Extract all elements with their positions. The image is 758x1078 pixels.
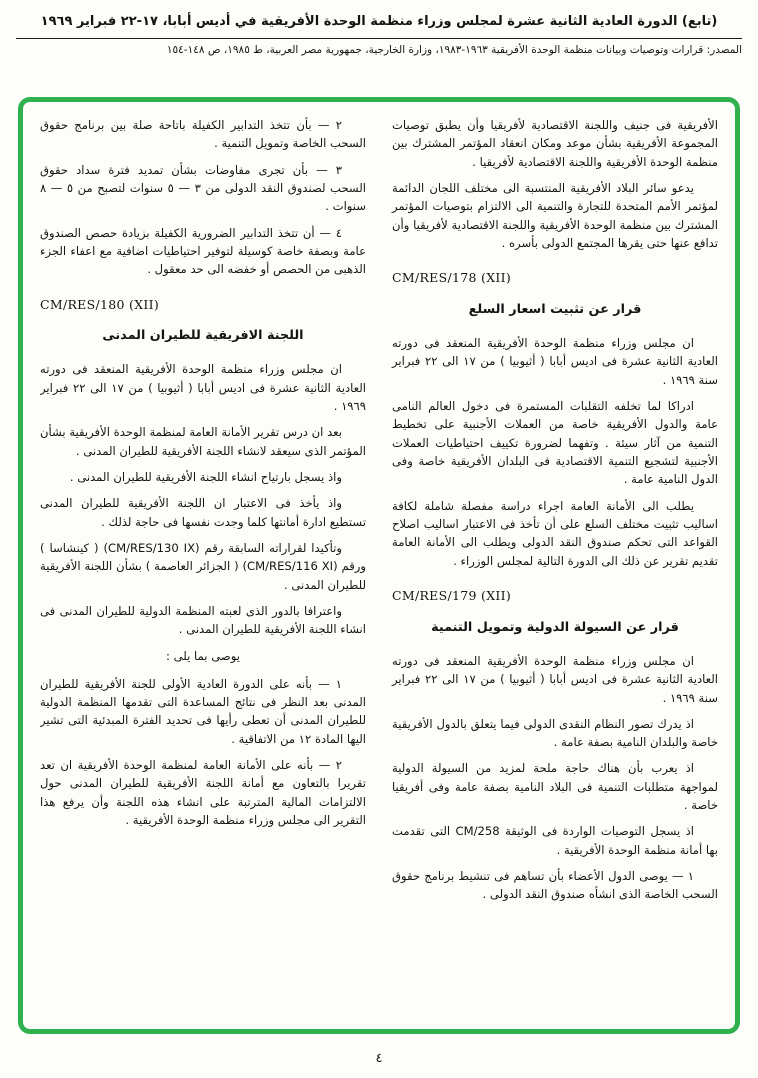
paragraph: ان مجلس وزراء منظمة الوحدة الأفريقية المنعقد فى دورته العادية الثانية عشرة فى اديس أبابا ( أثيوبيا ) من ١٧ الى ٢٢ فبراير سنة ١٩٦٩ . xyxy=(392,653,718,705)
paragraph: واعترافا بالدور الذى لعبته المنظمة الدولية للطيران المدنى فى انشاء اللجنة الأفريقية للطيران المدنى . xyxy=(40,603,366,637)
paragraph: واذ يسجل بارتياح انشاء اللجنة الأفريقية للطيران المدنى . xyxy=(69,470,342,485)
resolution-title: اللجنة الافريقية للطيران المدنى xyxy=(102,328,304,344)
paragraph: ١ — يوصى الدول الأعضاء بأن تساهم فى تنشيط برنامج حقوق السحب الخاصة الذى انشأه صندوق النقد الدولى . xyxy=(392,869,718,902)
paragraph: ان مجلس وزراء منظمة الوحدة الأفريقية المنعقد فى دورته العادية الثانية عشرة فى اديس أبابا ( أثيوبيا ) من ١٧ الى ٢٢ فبراير ١٩٦٩ . xyxy=(40,362,366,414)
resolution-code: CM/RES/179 (XII) xyxy=(392,587,512,603)
paragraph: واذ يأخذ فى الاعتبار ان اللجنة الأفريقية للطيران المدنى تستطيع ادارة أمانتها كلما وجدت نفسها فى حاجة لذلك . xyxy=(40,496,366,529)
paragraph: يطلب الى الأمانة العامة اجراء دراسة مفصلة شاملة لكافة اساليب تثبيت مختلف السلع على أن تأخذ فى الاعتبار اساليب اصلاح القواعد التى تحكم صندوق النقد الدولى ويطلب الى الأمانة العامة تقديم تقرير عن ذلك الى الدورة التالية لمجلس الوزراء . xyxy=(392,498,718,568)
paragraph: ١ — بأنه على الدورة العادية الأولى للجنة الأفريقية للطيران المدنى بعد النظر فى نتائج المساعدة التى تقدمها المنظمة الدولية للطيران المدنى أن تعطى رأيها فى تحديد الفترة المبدئية التى تشير اليها المادة ١٢ من الاتفاقية . xyxy=(40,676,366,746)
subheading: يوصى بما يلى : xyxy=(166,648,240,663)
column-left xyxy=(40,116,366,1015)
column-right xyxy=(392,116,718,1015)
page-header xyxy=(0,0,758,56)
paragraph: الأفريقية فى جنيف واللجنة الاقتصادية لأفريقيا وأن يطبق توصيات المجموعة الأفريقية بشأن موعد ومكان انعقاد المؤتمر المشترك بين منظمة الوحدة الأفريقية واللجنة الاقتصادية لأفريقيا . xyxy=(392,118,718,169)
paragraph: ان مجلس وزراء منظمة الوحدة الأفريقية المنعقد فى دورته العادية الثانية عشرة فى اديس أبابا ( أثيوبيا ) من ١٧ الى ٢٢ فبراير سنة ١٩٦٩ . xyxy=(392,336,718,387)
paragraph: ٢ — بأن تتخذ التدابير الكفيلة باتاحة صلة بين برنامج حقوق السحب الخاصة وتمويل التنمية . xyxy=(40,118,366,151)
paragraph: ٤ — أن تتخذ التدابير الضرورية الكفيلة بزيادة حصص الصندوق عامة وبصفة خاصة كوسيلة لتوفير احتياطيات اضافية مع اعفاء الجزء الذهبى من الحصص أو خفضه الى حد معقول . xyxy=(40,225,366,277)
resolution-title: قرار عن السيولة الدولية وتمويل التنمية xyxy=(431,619,679,635)
paragraph: ٣ — بأن تجرى مفاوضات بشأن تمديد فترة سداد حقوق السحب لصندوق النقد الدولى من ٣ — ٥ سنوات لتصبح من ٥ — ٨ سنوات . xyxy=(40,162,367,214)
paragraph: اذ يدرك تصور النظام النقدى الدولى فيما يتعلق بالدول الأفريقية خاصة والبلدان النامية بصفة عامة . xyxy=(392,716,718,750)
header-source: المصدر: قرارات وتوصيات وبيانات منظمة الوحدة الأفريقية ١٩٦٣-١٩٨٣، وزارة الخارجية، جمهورية مصر العربية، ط ١٩٨٥، ص ١٤٨-١٥٤ xyxy=(166,43,742,56)
paragraph: اذ يعرب بأن هناك حاجة ملحة لمزيد من السيولة الدولية لمواجهة متطلبات التنمية فى البلاد النامية بصفة عامة وفى أفريقيا خاصة . xyxy=(392,761,718,813)
resolution-code: CM/RES/180 (XII) xyxy=(40,296,160,312)
paragraph: بعد ان درس تقرير الأمانة العامة لمنظمة الوحدة الأفريقية بشأن المؤتمر الذى سيعقد لانشاء اللجنة الأفريقية للطيران المدنى . xyxy=(40,425,366,458)
paragraph: اذ يسجل التوصيات الواردة فى الوثيقة CM/258 التى تقدمت بها أمانة منظمة الوحدة الأفريقية . xyxy=(392,824,718,857)
two-column-layout xyxy=(40,116,718,1015)
resolution-title: قرار عن تثبيت اسعار السلع xyxy=(468,301,642,317)
header-divider xyxy=(16,38,742,39)
paragraph: يدعو سائر البلاد الأفريقية المنتسبة الى مختلف اللجان الدائمة لمؤتمر الأمم المتحدة للتجارة والتنمية الى الالتزام بتوصيات المؤتمر المشترك بين منظمة الوحدة الأفريقية واللجنة الاقتصادية لأفريقيا وأن تدافع عنها حتى يقرها المجتمع الدولى بأسره . xyxy=(392,180,718,250)
paragraph: ٢ — بأنه على الأمانة العامة لمنظمة الوحدة الأفريقية ان تعد تقريرا بالتعاون مع أمانة اللجنة الأفريقية للطيران المدنى حول الالتزامات المالية المترتبة على انشاء هذه اللجنة وأن يرفع هذا التقرير الى مجلس وزراء منظمة الوحدة الأفريقية . xyxy=(40,758,366,828)
content-frame xyxy=(18,97,740,1034)
resolution-code: CM/RES/178 (XII) xyxy=(392,270,512,286)
paragraph: ادراكا لما تخلفه التقلبات المستمرة فى دخول العالم النامى عامة والدول الأفريقية خاصة من العملات الأجنبية على تخطيط التنمية من آثار سيئة . وتفهما لضرورة تكييف احتياطيات العملات الأجنبية لتشجيع التنمية الاقتصادية فى البلدان الأفريقية خاصة وفى الدول النامية عامة . xyxy=(392,399,718,487)
header-title: (تابع) الدورة العادية الثانية عشرة لمجلس وزراء منظمة الوحدة الأفريقية في أديس أبابا، ١٧-٢٢ فبراير ١٩٦٩ xyxy=(40,14,718,29)
page-number: ٤ xyxy=(375,1051,383,1066)
paragraph: وتأكيدا لقراراته السابقة رقم (CM/RES/130 IX) ( كينشاسا ) ورقم (CM/RES/116 XI) ( الجزائر العاصمة ) بشأن اللجنة الأفريقية للطيران المدنى . xyxy=(40,540,366,592)
